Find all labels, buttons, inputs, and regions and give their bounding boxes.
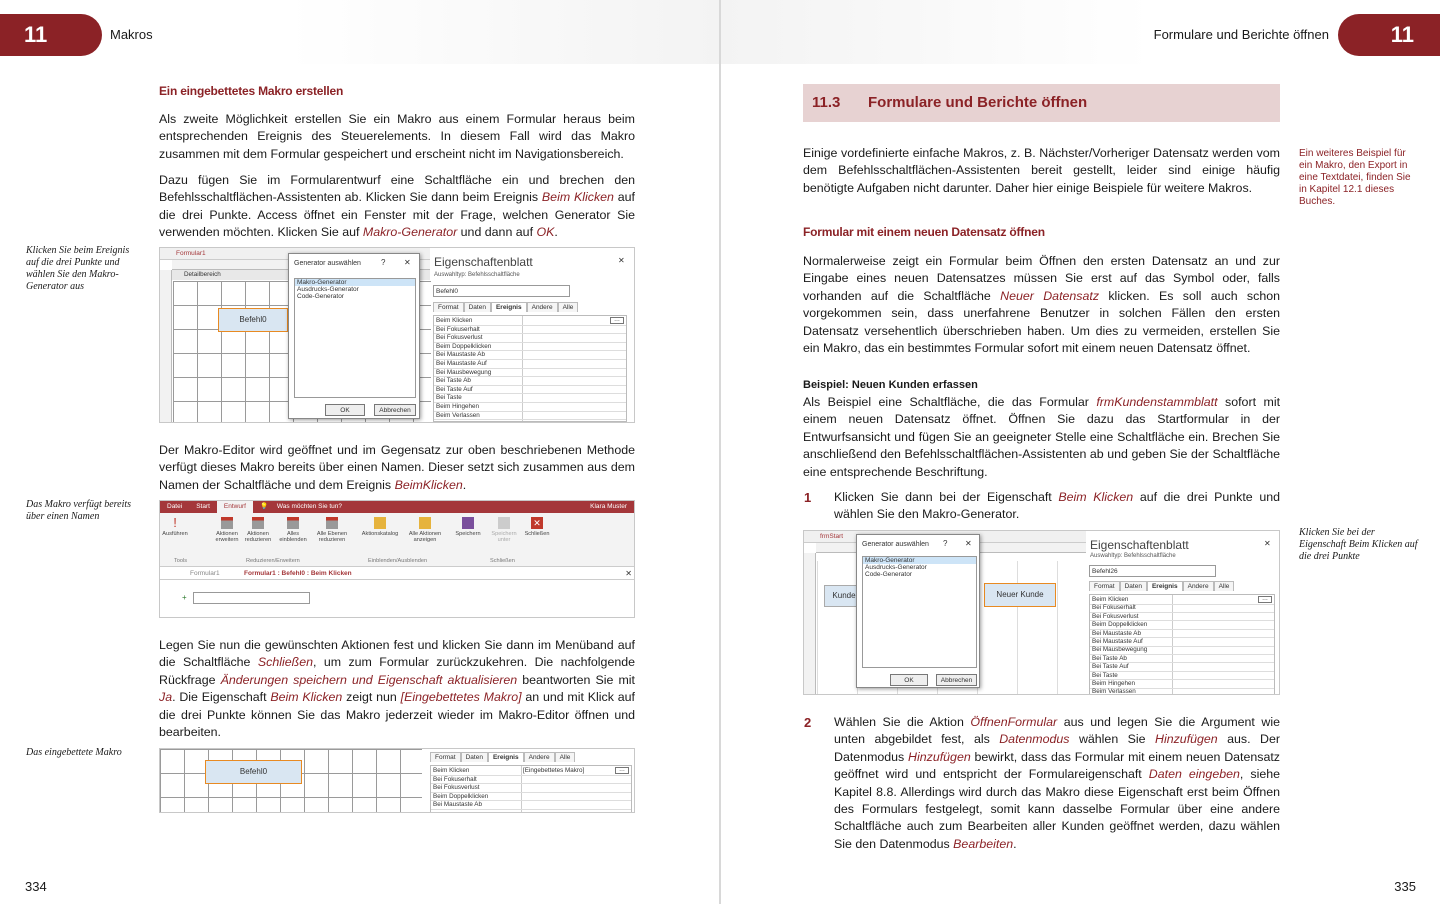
close-icon[interactable]: ✕: [618, 256, 625, 265]
generator-list: [862, 556, 977, 668]
build-ellipsis-button[interactable]: …: [615, 767, 629, 774]
section-title: Formulare und Berichte öffnen: [868, 94, 1088, 111]
floppy-disk-icon: [498, 517, 510, 529]
right-header: [721, 0, 1440, 64]
event-row[interactable]: Bei Taste Ab: [1090, 655, 1275, 664]
ribbon-body: [160, 513, 634, 567]
property-tabs: [1089, 581, 1234, 591]
event-row[interactable]: Bei Taste: [1090, 672, 1275, 681]
close-icon[interactable]: ✕: [625, 569, 632, 578]
event-row[interactable]: Bei Maustaste Auf: [1090, 638, 1275, 647]
group-label: Tools: [174, 558, 188, 564]
close-macro-button[interactable]: ✕ Schließen: [524, 518, 550, 537]
list-item[interactable]: Makro-Generator: [295, 279, 415, 286]
group-label: Einblenden/Ausblenden: [368, 558, 428, 564]
section-label: Detailbereich: [172, 270, 430, 280]
add-action-combo[interactable]: [193, 592, 310, 604]
event-list: [433, 315, 627, 422]
page-number: 334: [25, 879, 47, 894]
tab-andere[interactable]: Andere: [1183, 581, 1214, 591]
save-button[interactable]: Speichern: [453, 517, 483, 537]
selection-type: Auswahltyp: Befehlsschaltfläche: [1090, 553, 1176, 559]
tab-alle[interactable]: Alle: [558, 302, 579, 312]
screenshot-generator-dialog: [803, 530, 1280, 695]
event-value[interactable]: [Eingebettetes Makro]: [523, 767, 585, 774]
close-icon: ✕: [531, 517, 543, 529]
ok-button[interactable]: OK: [890, 674, 928, 686]
list-item[interactable]: Makro-Generator: [863, 557, 976, 564]
event-row[interactable]: Bei Fokuserhalt: [431, 776, 632, 785]
paragraph-2: Dazu fügen Sie im Formularentwurf eine Schaltfläche ein und brechen den Befehlsschaltflächen-Assistenten ab. Klicken Sie dann beim Ereignis Beim Klicken auf die drei Punkte. Access öffnet ein Fenster mit der Frage, welchen Generator Sie verwenden möchten. Klicken Sie auf Makro-Generator und dann auf OK.: [159, 173, 635, 240]
warning-icon: [419, 517, 431, 529]
tab-daten[interactable]: Daten: [464, 302, 491, 312]
property-tabs: [433, 302, 578, 312]
tab-andere[interactable]: Andere: [527, 302, 558, 312]
paragraph-1: Einige vordefinierte einfache Makros, z. B. Nächster/Vorheriger Datensatz werden vom dem Befehlsschaltflächen-Assistenten bereit gestellt, leider sind einige häufig benötigte Aufgaben nicht darunter. Daher hier einige Beispiele für weitere Makros.: [803, 146, 1280, 195]
running-header-title: Makros: [110, 27, 153, 42]
group-label: Schließen: [490, 558, 515, 564]
list-item[interactable]: Ausdrucks-Generator: [865, 564, 927, 571]
property-sheet: [1088, 535, 1278, 695]
tab-ereignis[interactable]: Ereignis: [1147, 581, 1183, 591]
close-icon[interactable]: ✕: [404, 258, 411, 267]
right-page: [721, 0, 1440, 904]
tab-daten[interactable]: Daten: [1120, 581, 1147, 591]
tab-alle[interactable]: Alle: [555, 752, 576, 762]
paragraph-3: Als Beispiel eine Schaltfläche, die das Formular frmKundenstammblatt sofort mit einem neuen Datensatz öffnet. Öffnen Sie dazu das Startformular in der Entwurfsansicht und fügen Sie an geeigneter Stelle eine Schaltfläche ein. Brechen Sie anschließend den Befehlsschaltflächen-Assistenten ab und geben Sie der Schaltfläche eine entsprechende Beschriftung.: [803, 395, 1281, 479]
event-row[interactable]: Bei Maustaste Ab: [431, 801, 632, 810]
dialog-title: Generator auswählen: [862, 541, 929, 548]
save-as-button[interactable]: Speichern unter: [489, 517, 519, 544]
list-item[interactable]: Ausdrucks-Generator: [297, 286, 359, 293]
form-tab[interactable]: frmStart: [820, 533, 844, 540]
event-row[interactable]: Bei Maustaste Ab: [1090, 630, 1275, 639]
tab-datei[interactable]: Datei: [167, 503, 183, 510]
paragraph-1: Als zweite Möglichkeit erstellen Sie ein Makro aus einem Formular heraus beim entsprechenden Ereignis des Steuerelements. In diesem Fall wird das Makro zusammen mit dem Formular gespeichert und erscheint nicht im Navigationsbereich.: [159, 112, 635, 161]
event-row[interactable]: Bei Taste Auf: [434, 386, 627, 395]
example-heading: Beispiel: Neuen Kunden erfassen: [803, 379, 978, 391]
exclamation-icon: !: [173, 515, 177, 530]
event-row[interactable]: Beim Klicken: [434, 317, 627, 326]
step-number: 2: [804, 715, 812, 730]
close-icon[interactable]: ✕: [1264, 539, 1271, 548]
event-row[interactable]: Bei Fokusverlust: [1090, 613, 1275, 622]
event-row[interactable]: Beim Doppelklicken: [431, 793, 632, 802]
property-sheet: [432, 252, 632, 422]
expand-all-button[interactable]: Alles einblenden: [278, 517, 308, 544]
new-customer-button[interactable]: Neuer Kunde: [984, 583, 1056, 607]
tab-format[interactable]: Format: [1089, 581, 1120, 591]
event-row[interactable]: Bei Taste Ab: [434, 377, 627, 386]
margin-note-1: Klicken Sie beim Ereignis auf die drei Punkte und wählen Sie den Makro-Generator aus: [26, 245, 130, 292]
screenshot-embedded-macro: [159, 748, 635, 813]
add-action-plus-icon: +: [182, 593, 187, 602]
cancel-button[interactable]: Abbrechen: [936, 674, 977, 686]
list-item[interactable]: Code-Generator: [865, 571, 912, 578]
left-page: [0, 0, 719, 904]
event-row[interactable]: Bei Fokusverlust: [434, 334, 627, 343]
collapse-all-icon: [326, 517, 338, 529]
tab-ereignis[interactable]: Ereignis: [491, 302, 527, 312]
event-row[interactable]: Beim Klicken: [431, 767, 632, 776]
left-header: [0, 0, 719, 64]
catalog-icon: [374, 517, 386, 529]
event-row[interactable]: Beim Doppelklicken: [1090, 621, 1275, 630]
dialog-title: Generator auswählen: [294, 260, 361, 267]
subheading: Formular mit einem neuen Datensatz öffnen: [803, 225, 1045, 239]
cancel-button[interactable]: Abbrechen: [374, 404, 416, 416]
event-list: [430, 765, 632, 813]
collapse-actions-button[interactable]: Aktionen reduzieren: [243, 517, 273, 544]
screenshot-macro-editor: [159, 500, 635, 618]
tell-me-search[interactable]: 💡 Was möchten Sie tun?: [259, 503, 343, 510]
margin-note-3: Das eingebettete Makro: [26, 747, 122, 758]
expand-actions-button[interactable]: Aktionen erweitern: [212, 517, 242, 544]
object-combo[interactable]: Befehl0: [433, 285, 570, 297]
property-sheet-title: Eigenschaftenblatt: [434, 255, 533, 269]
close-icon[interactable]: ✕: [965, 539, 972, 548]
vertical-ruler: [160, 270, 172, 423]
event-row[interactable]: Beim Doppelklicken: [434, 343, 627, 352]
step-number: 1: [804, 490, 812, 505]
event-row[interactable]: Bei Mausbewegung: [1090, 646, 1275, 655]
list-item[interactable]: Code-Generator: [297, 293, 344, 300]
selection-type: Auswahltyp: Befehlsschaltfläche: [434, 272, 520, 278]
user-name: Klara Muster: [590, 503, 627, 510]
tab-alle[interactable]: Alle: [1214, 581, 1235, 591]
step-1-text: Klicken Sie dann bei der Eigenschaft Beim Klicken auf die drei Punkte und wählen Sie den Makro-Generator.: [834, 490, 1280, 522]
document-tabs: [160, 568, 635, 580]
form-button[interactable]: Befehl0: [205, 760, 302, 784]
chapter-number-badge: 11: [0, 14, 102, 56]
expand-icon: [221, 517, 233, 529]
event-row[interactable]: Beim Hingehen: [1090, 680, 1275, 689]
property-tabs: [430, 752, 575, 762]
floppy-disk-icon: [462, 517, 474, 529]
generator-dialog: [856, 534, 980, 688]
event-row[interactable]: Bei Taste: [434, 394, 627, 403]
ribbon-tabs: [160, 501, 634, 513]
build-ellipsis-button[interactable]: …: [610, 317, 624, 324]
chapter-number-badge: 11: [1338, 14, 1440, 56]
ribbon: [160, 501, 634, 564]
generator-dialog: [288, 253, 420, 419]
section-number: 11.3: [812, 94, 841, 111]
tab-andere[interactable]: Andere: [524, 752, 555, 762]
tab-ereignis[interactable]: Ereignis: [488, 752, 524, 762]
paragraph-3: Der Makro-Editor wird geöffnet und im Gegensatz zur oben beschriebenen Methode verfügt dieses Makro bereits über einen Namen. Dieser setzt sich zusammen aus dem Namen der Schaltfläche und dem Ereignis BeimKlicken.: [159, 443, 635, 492]
collapse-all-button[interactable]: Alle Ebenen reduzieren: [315, 517, 349, 544]
doc-tab[interactable]: Formular1: [190, 570, 220, 577]
event-row[interactable]: Bei Fokusverlust: [431, 784, 632, 793]
expand-all-icon: [287, 517, 299, 529]
paragraph-4: Legen Sie nun die gewünschten Aktionen fest und klicken Sie dann im Menüband auf die Schaltfläche Schließen, um zum Formular zurückzukehren. Die nachfolgende Rückfrage Änderungen speichern und Eigenschaft aktualisieren beantworten Sie mit Ja. Die Eigenschaft Beim Klicken zeigt nun [Eingebettetes Makro] an und mit Klick auf die drei Punkte können Sie das Makro jederzeit wieder im Makro-Editor öffnen und bearbeiten.: [159, 638, 636, 740]
step-2-text: Wählen Sie die Aktion ÖffnenFormular aus und legen Sie die Argument wie unten abgebildet fest, als Datenmodus wählen Sie Hinzufügen aus. Der Datenmodus Hinzufügen bewirkt, dass das Formular mit einem neuen Datensatz geöffnet wird und entspricht der Formulareigenschaft Daten eingeben, siehe Kapitel 8.8. Allerdings wird durch das Makro diese Eigenschaft erst beim Öffnen des Formulars festgelegt, somit kann dasselbe Formular über eine andere Schaltfläche auch zum Bearbeiten aller Kunden geöffnet werden, dazu wählen Sie den Datenmodus Bearbeiten.: [834, 715, 1280, 851]
page-number: 335: [1394, 879, 1416, 894]
event-row[interactable]: Beim Klicken: [1090, 596, 1275, 605]
screenshot-generator-dialog: [159, 247, 635, 423]
form-tab[interactable]: Formular1: [176, 250, 206, 257]
help-icon[interactable]: ?: [381, 258, 386, 267]
running-header-title: Formulare und Berichte öffnen: [1153, 27, 1329, 42]
event-row[interactable]: Beim Verlassen: [1090, 688, 1275, 695]
event-row[interactable]: Beim Verlassen: [434, 412, 627, 421]
group-label: Reduzieren/Erweitern: [246, 558, 300, 564]
margin-note-2: Das Makro verfügt bereits über einen Namen: [26, 499, 132, 522]
margin-note-italic: Klicken Sie bei der Eigenschaft Beim Klicken auf die drei Punkte: [1299, 527, 1418, 562]
event-row[interactable]: Bei Maustaste Ab: [434, 351, 627, 360]
tab-format[interactable]: Format: [430, 752, 461, 762]
event-row[interactable]: Bei Fokuserhalt: [434, 326, 627, 335]
tab-daten[interactable]: Daten: [461, 752, 488, 762]
build-ellipsis-button[interactable]: …: [1258, 596, 1272, 603]
generator-list: [294, 278, 416, 398]
event-list: [1089, 594, 1275, 695]
subheading: Ein eingebettetes Makro erstellen: [159, 84, 344, 98]
customer-button[interactable]: Kunde: [824, 585, 864, 607]
tab-start[interactable]: Start: [196, 503, 210, 510]
paragraph-2: Normalerweise zeigt ein Formular beim Öffnen den ersten Datensatz an und zur Eingabe eines neuen Datensatzes müssen Sie erst auf das Symbol oder, falls vorhanden auf die Schaltfläche Neuer Datensatz klicken. Es soll auch schon vorgekommen sein, dass unerfahrene Benutzer in solchen Fällen den ersten Datensatz versehentlich überschrieben haben. Um dies zu vermeiden, erstellen Sie ein Makro, das ein bestimmtes Formular sofort mit einem neuen Datensatz öffnet.: [803, 254, 1280, 356]
margin-note-red: Ein weiteres Beispiel für ein Makro, den Export in eine Textdatei, finden Sie in Kapitel 12.1 dieses Buches.: [1299, 148, 1411, 207]
doc-tab-active[interactable]: Formular1 : Befehl0 : Beim Klicken: [244, 570, 352, 577]
tab-format[interactable]: Format: [433, 302, 464, 312]
tab-entwurf[interactable]: Entwurf: [217, 501, 253, 513]
event-row[interactable]: Bei Fokuserhalt: [1090, 604, 1275, 613]
property-sheet-title: Eigenschaftenblatt: [1090, 538, 1189, 552]
event-row[interactable]: Bei Maustaste Auf: [434, 360, 627, 369]
collapse-icon: [252, 517, 264, 529]
help-icon[interactable]: ?: [943, 539, 948, 548]
ok-button[interactable]: OK: [325, 404, 365, 416]
event-row[interactable]: Bei Mausbewegung: [434, 369, 627, 378]
object-combo[interactable]: Befehl26: [1089, 565, 1216, 577]
event-row[interactable]: Bei Taste Auf: [1090, 663, 1275, 672]
show-all-actions-button[interactable]: Alle Aktionen anzeigen: [405, 517, 445, 544]
section-heading-box: [803, 84, 1280, 122]
form-button[interactable]: Befehl0: [218, 308, 288, 332]
vertical-ruler: [804, 553, 816, 695]
run-button[interactable]: ! Ausführen: [162, 515, 188, 537]
event-row[interactable]: Beim Hingehen: [434, 403, 627, 412]
action-catalog-button[interactable]: Aktionskatalog: [356, 517, 404, 537]
